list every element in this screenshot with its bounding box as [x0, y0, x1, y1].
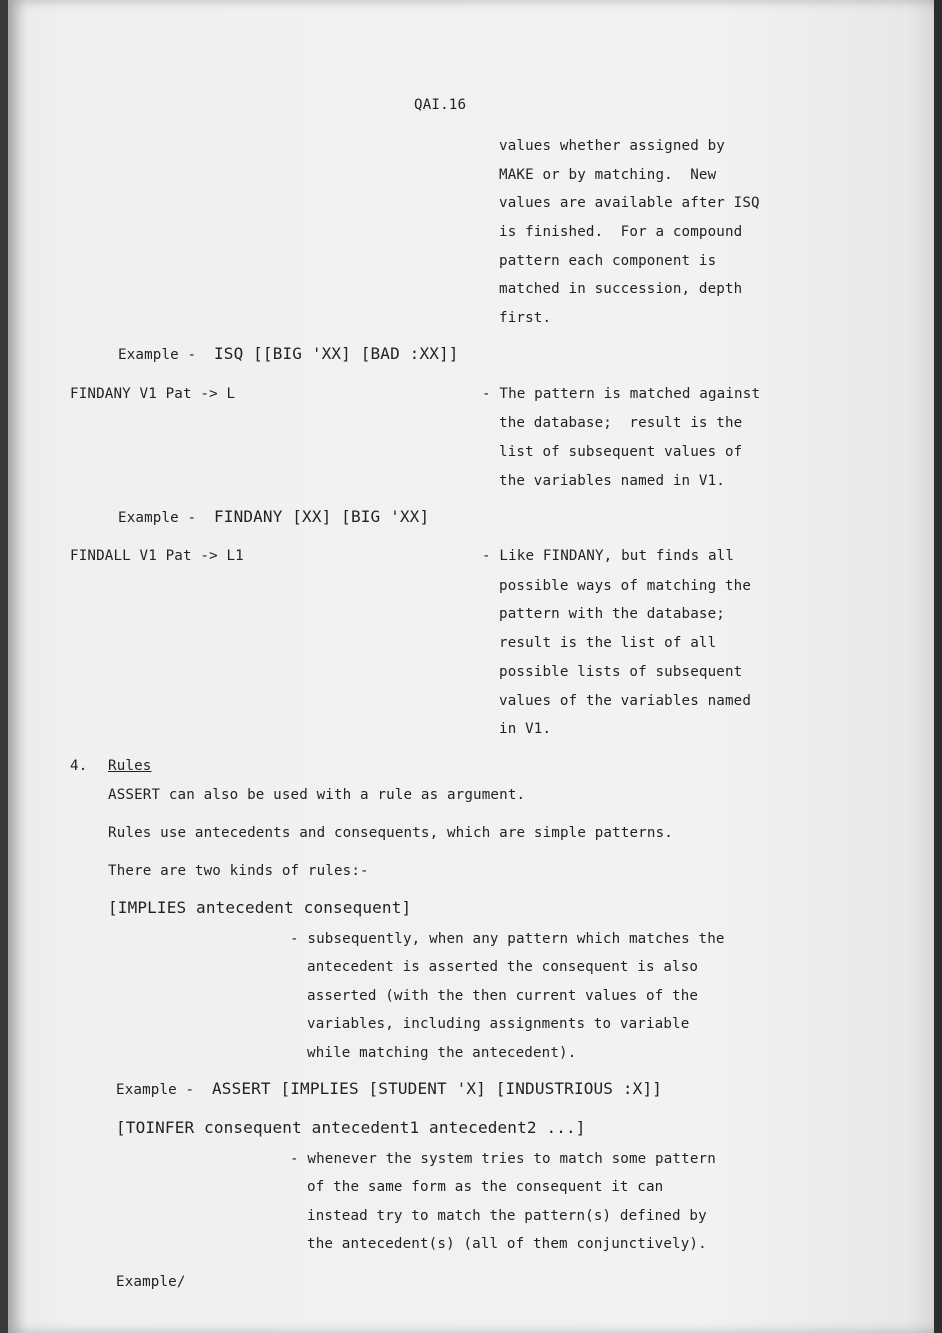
- text-line: of the same form as the consequent it can: [307, 1179, 664, 1195]
- text-line: result is the list of all: [499, 635, 717, 651]
- text-line: values whether assigned by: [499, 138, 725, 154]
- text-line: MAKE or by matching. New: [499, 167, 717, 183]
- text-line: - subsequently, when any pattern which matches the: [290, 931, 725, 947]
- text-line: possible lists of subsequent: [499, 664, 743, 680]
- example-label: Example -: [118, 510, 205, 526]
- section-heading: Rules: [108, 758, 152, 774]
- document-page: [8, 0, 934, 1333]
- example-code: ASSERT [IMPLIES [STUDENT 'X] [INDUSTRIOUS :X]]: [212, 1079, 663, 1098]
- text-line: the database; result is the: [499, 415, 743, 431]
- text-line: list of subsequent values of: [499, 444, 743, 460]
- text-line: - Like FINDANY, but finds all: [482, 548, 735, 564]
- text-line: pattern each component is: [499, 253, 717, 269]
- text-line: asserted (with the then current values of the: [307, 988, 699, 1004]
- text-line: values of the variables named: [499, 693, 752, 709]
- text-line: first.: [499, 310, 552, 326]
- text-line: There are two kinds of rules:-: [108, 863, 369, 879]
- text-line: variables, including assignments to variable: [307, 1016, 690, 1032]
- text-line: possible ways of matching the: [499, 578, 752, 594]
- text-line: - The pattern is matched against: [482, 386, 761, 402]
- procedure-signature: FINDANY V1 Pat -> L: [70, 386, 236, 402]
- text-line: while matching the antecedent).: [307, 1045, 577, 1061]
- text-line: matched in succession, depth: [499, 281, 743, 297]
- toinfer-signature: [TOINFER consequent antecedent1 antecedent2 ...]: [116, 1118, 586, 1137]
- section-number: 4.: [70, 758, 88, 774]
- text-line: values are available after ISQ: [499, 195, 760, 211]
- implies-signature: [IMPLIES antecedent consequent]: [108, 898, 412, 917]
- example-label: Example -: [116, 1082, 203, 1098]
- example-label: Example -: [118, 347, 205, 363]
- text-line: is finished. For a compound: [499, 224, 743, 240]
- procedure-signature: FINDALL V1 Pat -> L1: [70, 548, 244, 564]
- text-line: instead try to match the pattern(s) defined by: [307, 1208, 707, 1224]
- text-line: pattern with the database;: [499, 606, 725, 622]
- page-number: QAI.16: [414, 97, 467, 113]
- text-line: the antecedent(s) (all of them conjunctively).: [307, 1236, 707, 1252]
- continued-marker: Example/: [116, 1274, 186, 1290]
- scanner-edge: [934, 0, 942, 1333]
- text-line: Rules use antecedents and consequents, which are simple patterns.: [108, 825, 673, 841]
- text-line: the variables named in V1.: [499, 473, 725, 489]
- text-line: in V1.: [499, 721, 552, 737]
- text-line: ASSERT can also be used with a rule as argument.: [108, 787, 526, 803]
- example-code: ISQ [[BIG 'XX] [BAD :XX]]: [214, 344, 459, 363]
- example-code: FINDANY [XX] [BIG 'XX]: [214, 507, 430, 526]
- text-line: antecedent is asserted the consequent is also: [307, 959, 699, 975]
- text-line: - whenever the system tries to match some pattern: [290, 1151, 716, 1167]
